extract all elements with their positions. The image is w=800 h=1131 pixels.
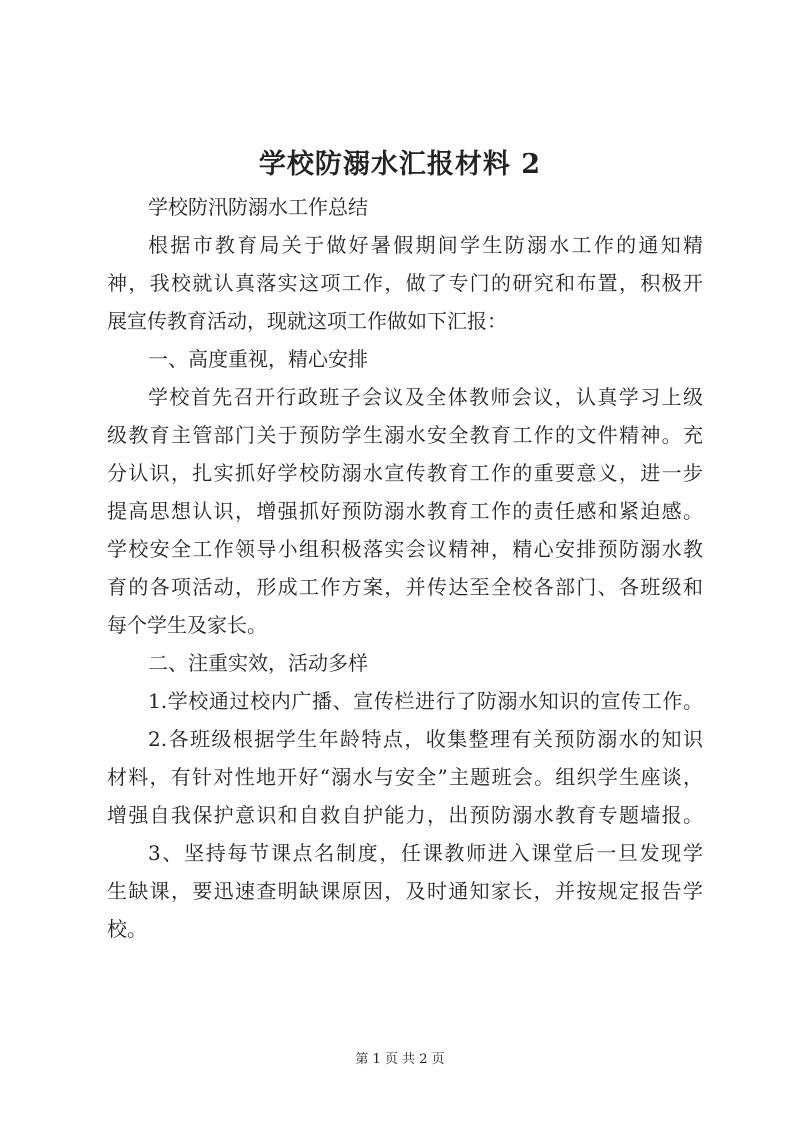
- page-footer: 第 1 页 共 2 页: [355, 1052, 445, 1067]
- paragraph-line: 分认识，扎实抓好学校防溺水宣传教育工作的重要意义，进一步: [107, 461, 703, 485]
- section-subtitle: 学校防汛防溺水工作总结: [148, 195, 368, 219]
- paragraph-line: 育的各项活动，形成工作方案，并传达至全校各部门、各班级和: [107, 575, 703, 599]
- paragraph-line: 神，我校就认真落实这项工作，做了专门的研究和布置，积极开: [107, 271, 703, 295]
- paragraph-line: 学校安全工作领导小组积极落实会议精神，精心安排预防溺水教: [107, 537, 703, 561]
- paragraph-line: 展宣传教育活动，现就这项工作做如下汇报：: [107, 309, 507, 333]
- paragraph-line: 根据市教育局关于做好暑假期间学生防溺水工作的通知精: [148, 233, 703, 257]
- paragraph-line: 每个学生及家长。: [107, 613, 267, 637]
- section-heading: 一、高度重视，精心安排: [148, 347, 368, 371]
- paragraph-line: 提高思想认识，增强抓好预防溺水教育工作的责任感和紧迫感。: [107, 499, 703, 523]
- paragraph-line: 增强自我保护意识和自救自护能力，出预防溺水教育专题墙报。: [107, 803, 703, 827]
- paragraph-line: 2.各班级根据学生年龄特点，收集整理有关预防溺水的知识: [148, 727, 703, 751]
- paragraph-line: 材料，有针对性地开好“溺水与安全”主题班会。组织学生座谈，: [107, 765, 703, 789]
- paragraph-line: 1.学校通过校内广播、宣传栏进行了防溺水知识的宣传工作。: [148, 689, 703, 713]
- paragraph-line: 校。: [107, 917, 147, 941]
- document-title: 学校防溺水汇报材料 2: [258, 149, 542, 180]
- paragraph-line: 学校首先召开行政班子会议及全体教师会议，认真学习上级: [148, 385, 703, 409]
- paragraph-line: 3、坚持每节课点名制度，任课教师进入课堂后一旦发现学: [148, 841, 703, 865]
- section-heading: 二、注重实效，活动多样: [148, 651, 368, 675]
- paragraph-line: 级教育主管部门关于预防学生溺水安全教育工作的文件精神。充: [107, 423, 703, 447]
- paragraph-line: 生缺课，要迅速查明缺课原因，及时通知家长，并按规定报告学: [107, 879, 703, 903]
